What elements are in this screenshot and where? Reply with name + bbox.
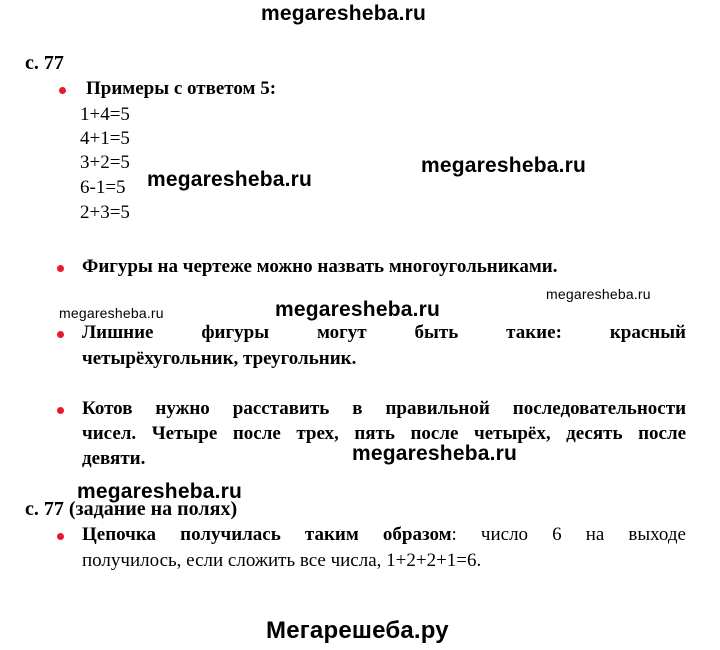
watermark: megaresheba.ru bbox=[546, 286, 651, 302]
chain-line-1 bbox=[82, 524, 686, 546]
figures-statement: Фигуры на чертеже можно назвать многоугольниками. bbox=[82, 256, 558, 277]
bullet bbox=[57, 265, 64, 272]
example-equation: 6-1=5 bbox=[80, 177, 126, 198]
chain-line-2: получилось, если сложить все числа, 1+2+2+1=6. bbox=[82, 550, 482, 571]
watermark: megaresheba.ru bbox=[275, 298, 441, 321]
page-reference: с. 77 bbox=[25, 52, 64, 74]
extra-figures-line-1: Лишние фигуры могут быть такие: красный bbox=[82, 322, 687, 343]
extra-figures-line-2: четырёхугольник, треугольник. bbox=[82, 348, 357, 369]
example-equation: 3+2=5 bbox=[80, 152, 130, 173]
bullet bbox=[57, 533, 64, 540]
chain-rest: : число 6 на выходе bbox=[451, 524, 686, 545]
cats-line-1: Котов нужно расставить в правильной последовательности bbox=[82, 398, 687, 419]
cats-line-3: девяти. bbox=[82, 448, 146, 469]
bullet bbox=[57, 407, 64, 414]
bullet bbox=[57, 331, 64, 338]
examples-title: Примеры с ответом 5: bbox=[86, 78, 277, 99]
bullet bbox=[59, 87, 66, 94]
watermark-bottom: Мегарешеба.ру bbox=[266, 617, 449, 644]
watermark: megaresheba.ru bbox=[352, 442, 518, 465]
cats-line-2: чисел. Четыре после трех, пять после четырёх, десять после bbox=[82, 423, 687, 444]
watermark: megaresheba.ru bbox=[77, 480, 243, 503]
example-equation: 2+3=5 bbox=[80, 202, 130, 223]
chain-bold: Цепочка получилась таким образом bbox=[82, 524, 452, 545]
watermark-top: megaresheba.ru bbox=[261, 2, 427, 25]
watermark: megaresheba.ru bbox=[147, 168, 313, 191]
watermark: megaresheba.ru bbox=[59, 305, 164, 321]
page-reference-margin-task: с. 77 (задание на полях) bbox=[25, 498, 238, 520]
example-equation: 1+4=5 bbox=[80, 104, 130, 125]
example-equation: 4+1=5 bbox=[80, 128, 130, 149]
watermark: megaresheba.ru bbox=[421, 154, 587, 177]
